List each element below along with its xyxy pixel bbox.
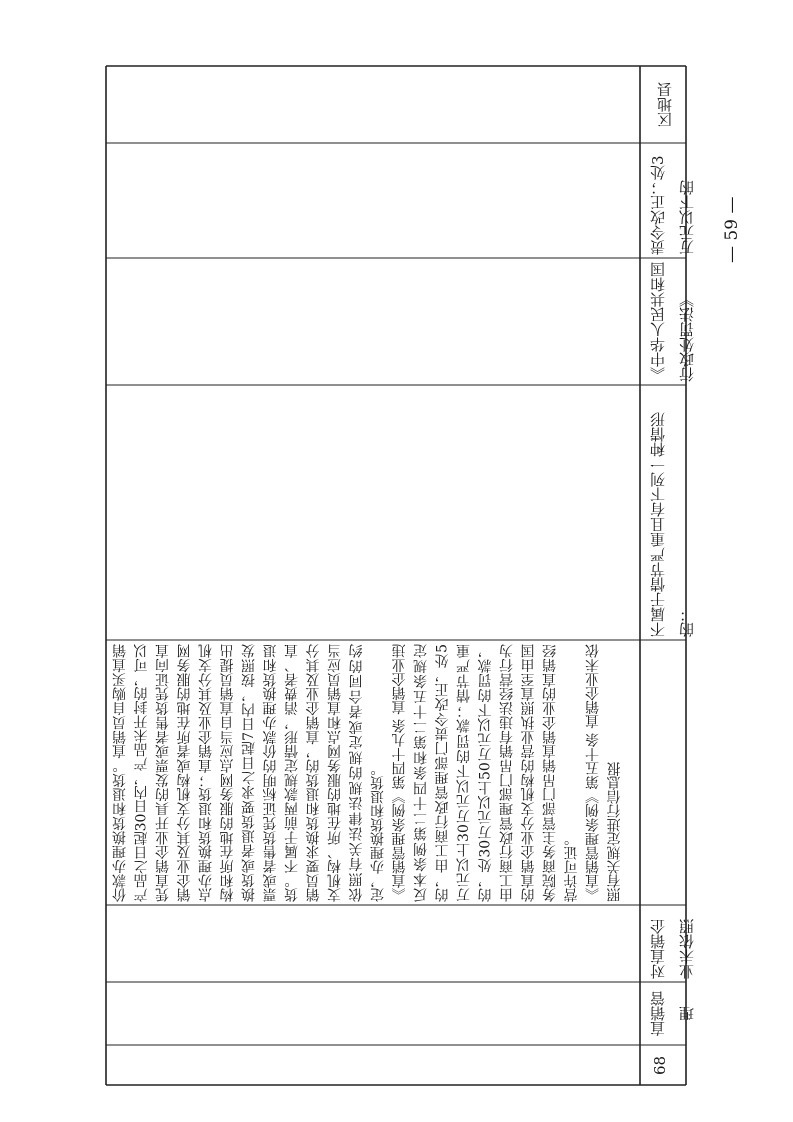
legal-basis-cell [110, 644, 638, 902]
basis-paragraph-1: 价款办理换货和退货。直销员自购买直销产品之日起30日内，产品未开封的，可以凭直销企业开具的发票或者售货凭证向直销企业及其分支机构或者所在地的服务网点办理换货和退货；直销企业及其分支机构和所在地的服务网点应当自直销员提出换货或者退货要求之日起7日内，按照发票或者售货凭证标明的价款办理换货和退货。不属于前两款规定情形，消费者、直销员要求换货和退货的，直销企业及其分支机构、所在地的服务网点和直销员应当依照有关法律法规的规定或者合同的约定，办理换货和退货。 [112, 644, 386, 902]
measure-cell: 责令改正；处3万元以下的 [649, 155, 696, 255]
basis-paragraph-2: 《直销管理条例》第四十九条 直销企业违反本条例第二十四条和第二十五条规定的，由工商行政管理部门责令改正，处5万元以上30万元以下的罚款；情节严重的，处30万元以上50万元以下的罚款，由工商行政管理部门吊销有违法经营行为的直销企业分支机构的营业执照直至由国务院商务主管部门吊销直销企业的直销经营许可证。 [391, 644, 580, 902]
situation-cell: 不属于情节严重且有下列一种情形的： [649, 412, 696, 637]
scope-cell: 区地县 [656, 82, 674, 128]
law-cell: 《中华人民共和国行政处罚法》 [649, 262, 696, 382]
basis-paragraph-3: 《直销管理条例》第五十条 直销企业未依照有关规定进行信息报 [585, 644, 623, 902]
item-cell: 对直销企业未依照 [649, 919, 696, 979]
category-cell: 直销管理 [649, 991, 696, 1037]
page-number: — 59 — [722, 196, 742, 264]
row-number: 68 [651, 1055, 669, 1075]
